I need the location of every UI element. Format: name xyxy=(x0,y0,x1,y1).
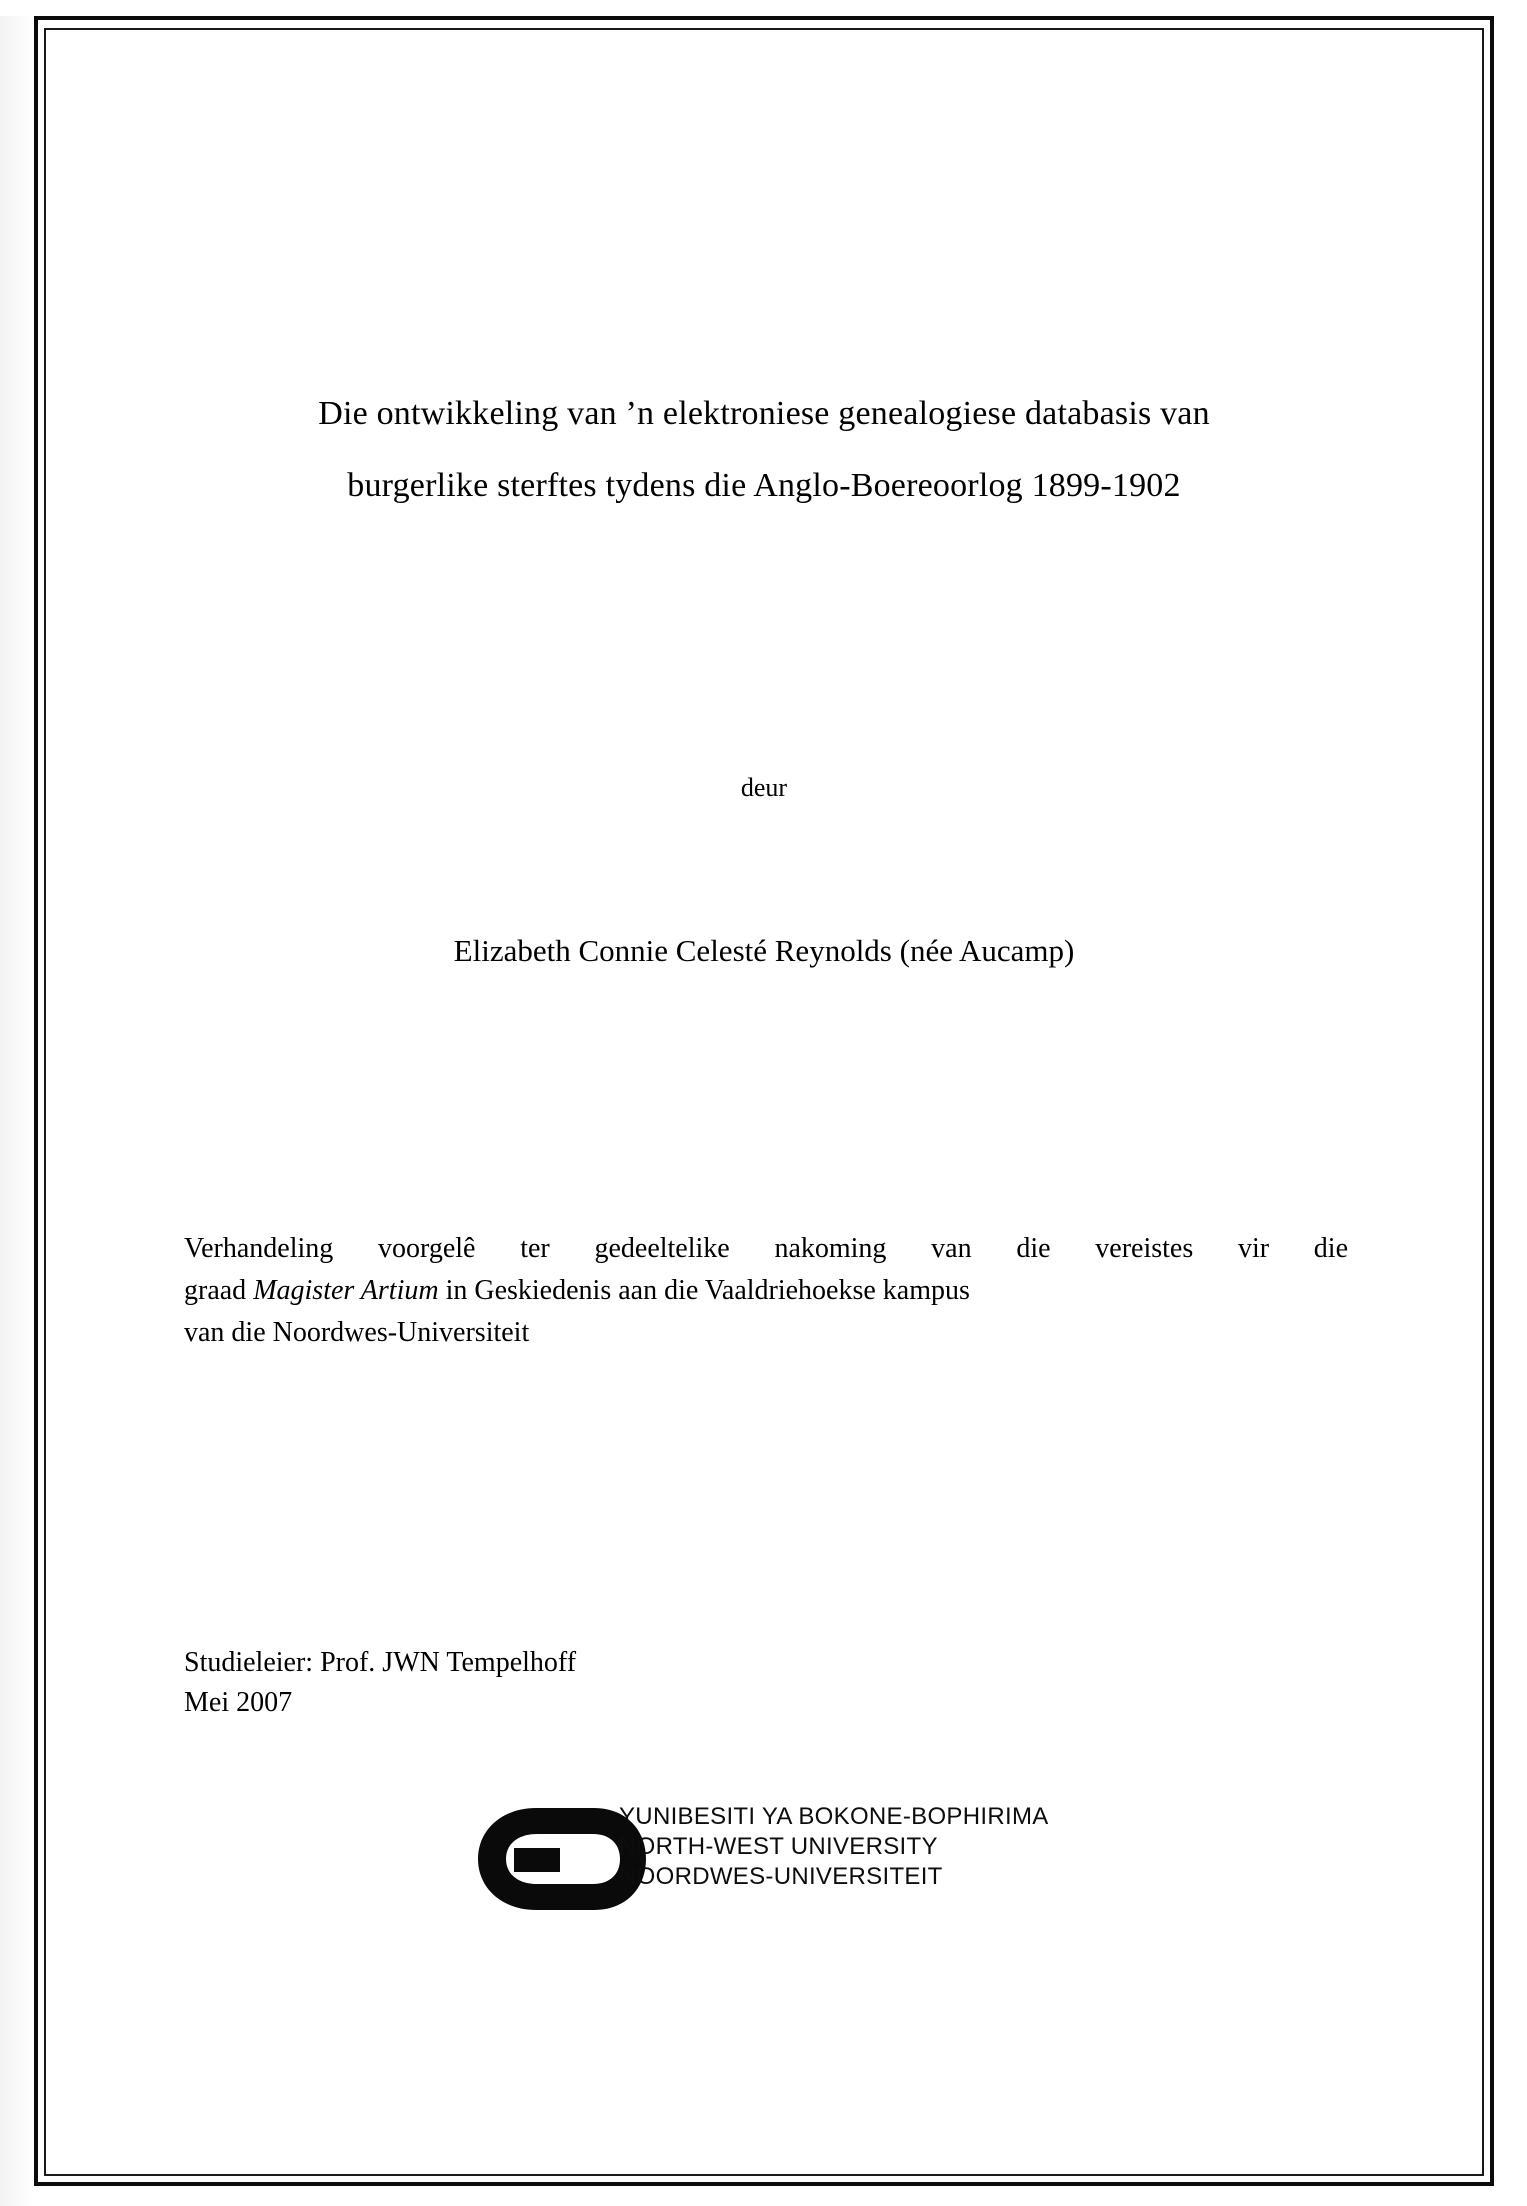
logo-text-line-3: NOORDWES-UNIVERSITEIT xyxy=(619,1863,943,1890)
supervisor-line: Studieleier: Prof. JWN Tempelhoff xyxy=(184,1647,577,1678)
statement-line-3: van die Noordwes-Universiteit xyxy=(184,1317,530,1348)
statement-degree-italic: Magister Artium xyxy=(253,1275,439,1306)
by-label: deur xyxy=(740,773,788,802)
university-logo xyxy=(474,1798,1174,1928)
statement-line-2 xyxy=(184,1270,1348,1312)
supervisor-block xyxy=(184,1643,1084,1723)
logo-text-line-2: NORTH-WEST UNIVERSITY xyxy=(619,1833,938,1860)
statement-line-2-prefix: graad xyxy=(184,1275,254,1306)
logo-text-block xyxy=(619,1802,1049,1892)
page-title xyxy=(184,378,1344,522)
scan-top-margin xyxy=(0,0,1527,16)
statement-line-2-suffix: in Geskiedenis aan die Vaaldriehoekse kampus xyxy=(438,1275,970,1306)
title-line-1: Die ontwikkeling van ’n elektroniese genealogiese databasis van xyxy=(318,395,1210,432)
page-content xyxy=(44,28,1484,2176)
statement-line-1: Verhandeling voorgelê ter gedeeltelike nakoming van die vereistes vir die xyxy=(184,1233,1348,1264)
logo-text-line-1: YUNIBESITI YA BOKONE-BOPHIRIMA xyxy=(619,1803,1049,1830)
date-line: Mei 2007 xyxy=(184,1687,293,1718)
degree-statement xyxy=(184,1228,1348,1354)
author-name: Elizabeth Connie Celesté Reynolds (née Aucamp) xyxy=(453,933,1075,968)
scan-left-margin xyxy=(0,0,34,2206)
title-line-2: burgerlike sterftes tydens die Anglo-Boereoorlog 1899-1902 xyxy=(347,467,1181,504)
